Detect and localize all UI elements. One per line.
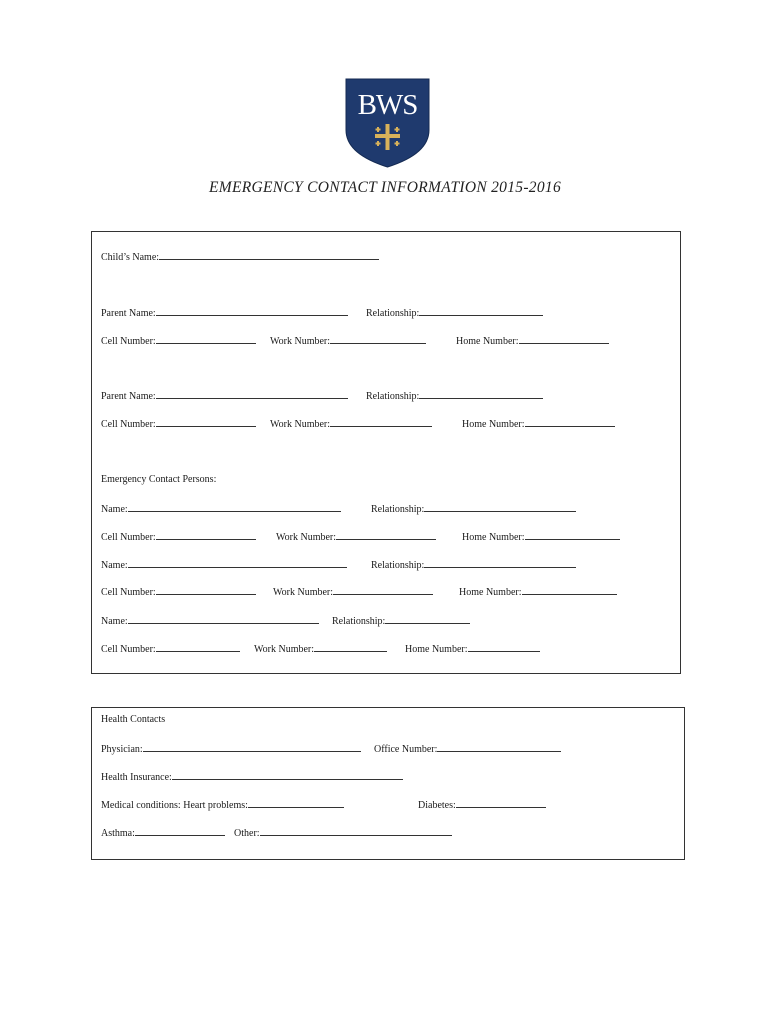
physician-label: Physician: — [101, 744, 143, 755]
parent1-cell-field[interactable] — [156, 334, 256, 344]
name-label: Name: — [101, 560, 128, 571]
contact1-relationship-field[interactable] — [424, 502, 576, 512]
parent2-work-row — [270, 417, 432, 431]
contact3-name-row — [101, 614, 319, 628]
health-insurance-row — [101, 770, 403, 784]
contact1-cell-field[interactable] — [156, 530, 256, 540]
parent1-name-field[interactable] — [156, 306, 348, 316]
parent1-name-row — [101, 306, 348, 320]
contact2-name-field[interactable] — [128, 558, 347, 568]
logo-text: BWS — [357, 89, 418, 121]
parent1-work-field[interactable] — [330, 334, 426, 344]
other-row — [234, 826, 452, 840]
contact3-cell-field[interactable] — [156, 642, 240, 652]
parent1-relationship-field[interactable] — [419, 306, 543, 316]
contact2-home-row — [459, 585, 617, 599]
diabetes-label: Diabetes: — [418, 800, 456, 811]
medical-conditions-row — [101, 798, 344, 812]
heart-problems-label: Heart problems: — [183, 800, 248, 811]
parent2-home-row — [462, 417, 615, 431]
name-label: Name: — [101, 616, 128, 627]
contact2-home-field[interactable] — [522, 585, 617, 595]
child-name-field[interactable] — [159, 250, 379, 260]
contact3-home-row — [405, 642, 540, 656]
contact-info-section — [91, 231, 681, 674]
cell-number-label: Cell Number: — [101, 587, 156, 598]
asthma-row — [101, 826, 225, 840]
relationship-label: Relationship: — [366, 308, 420, 319]
contact1-relationship-row — [371, 502, 576, 516]
parent1-home-field[interactable] — [519, 334, 609, 344]
cell-number-label: Cell Number: — [101, 532, 156, 543]
contact3-work-field[interactable] — [314, 642, 387, 652]
health-contacts-heading: Health Contacts — [101, 714, 166, 725]
parent2-name-field[interactable] — [156, 389, 348, 399]
medical-conditions-label: Medical conditions: — [101, 800, 181, 811]
physician-row — [101, 742, 361, 756]
other-field[interactable] — [260, 826, 452, 836]
health-insurance-field[interactable] — [172, 770, 403, 780]
cell-number-label: Cell Number: — [101, 336, 156, 347]
cell-number-label: Cell Number: — [101, 419, 156, 430]
parent2-cell-field[interactable] — [156, 417, 256, 427]
contact2-work-row — [273, 585, 433, 599]
parent1-relationship-row — [366, 306, 543, 320]
contact2-work-field[interactable] — [333, 585, 433, 595]
parent2-relationship-field[interactable] — [419, 389, 543, 399]
contact1-home-row — [462, 530, 620, 544]
parent-name-label: Parent Name: — [101, 391, 156, 402]
relationship-label: Relationship: — [371, 560, 425, 571]
other-label: Other: — [234, 828, 260, 839]
home-number-label: Home Number: — [459, 587, 522, 598]
work-number-label: Work Number: — [276, 532, 337, 543]
parent1-cell-row — [101, 334, 256, 348]
office-number-field[interactable] — [437, 742, 561, 752]
office-number-label: Office Number: — [374, 744, 438, 755]
contact2-name-row — [101, 558, 347, 572]
parent-name-label: Parent Name: — [101, 308, 156, 319]
diabetes-row — [418, 798, 546, 812]
asthma-field[interactable] — [135, 826, 225, 836]
office-number-row — [374, 742, 561, 756]
form-title: EMERGENCY CONTACT INFORMATION 2015-2016 — [209, 179, 561, 196]
contact1-name-field[interactable] — [128, 502, 341, 512]
work-number-label: Work Number: — [254, 644, 315, 655]
contact3-home-field[interactable] — [468, 642, 540, 652]
contact3-cell-row — [101, 642, 240, 656]
parent2-home-field[interactable] — [525, 417, 615, 427]
asthma-label: Asthma: — [101, 828, 135, 839]
child-name-row — [101, 250, 379, 264]
contact2-cell-field[interactable] — [156, 585, 256, 595]
parent2-relationship-row — [366, 389, 543, 403]
contact2-relationship-field[interactable] — [424, 558, 576, 568]
parent1-home-row — [456, 334, 609, 348]
parent1-work-row — [270, 334, 426, 348]
parent2-name-row — [101, 389, 348, 403]
home-number-label: Home Number: — [462, 419, 525, 430]
home-number-label: Home Number: — [405, 644, 468, 655]
name-label: Name: — [101, 504, 128, 515]
contact1-name-row — [101, 502, 341, 516]
contact1-home-field[interactable] — [525, 530, 620, 540]
parent2-cell-row — [101, 417, 256, 431]
contact3-relationship-field[interactable] — [385, 614, 470, 624]
relationship-label: Relationship: — [371, 504, 425, 515]
contact1-work-field[interactable] — [336, 530, 436, 540]
heart-problems-field[interactable] — [248, 798, 344, 808]
school-crest-logo — [345, 78, 430, 168]
diabetes-field[interactable] — [456, 798, 546, 808]
work-number-label: Work Number: — [270, 336, 331, 347]
home-number-label: Home Number: — [462, 532, 525, 543]
home-number-label: Home Number: — [456, 336, 519, 347]
emergency-contacts-heading: Emergency Contact Persons: — [101, 474, 217, 485]
relationship-label: Relationship: — [366, 391, 420, 402]
contact3-relationship-row — [332, 614, 470, 628]
contact3-name-field[interactable] — [128, 614, 319, 624]
contact3-work-row — [254, 642, 387, 656]
work-number-label: Work Number: — [273, 587, 334, 598]
contact1-work-row — [276, 530, 436, 544]
physician-field[interactable] — [143, 742, 361, 752]
cell-number-label: Cell Number: — [101, 644, 156, 655]
contact1-cell-row — [101, 530, 256, 544]
relationship-label: Relationship: — [332, 616, 386, 627]
parent2-work-field[interactable] — [330, 417, 432, 427]
child-name-label: Child’s Name: — [101, 252, 160, 263]
health-insurance-label: Health Insurance: — [101, 772, 172, 783]
contact2-cell-row — [101, 585, 256, 599]
work-number-label: Work Number: — [270, 419, 331, 430]
contact2-relationship-row — [371, 558, 576, 572]
